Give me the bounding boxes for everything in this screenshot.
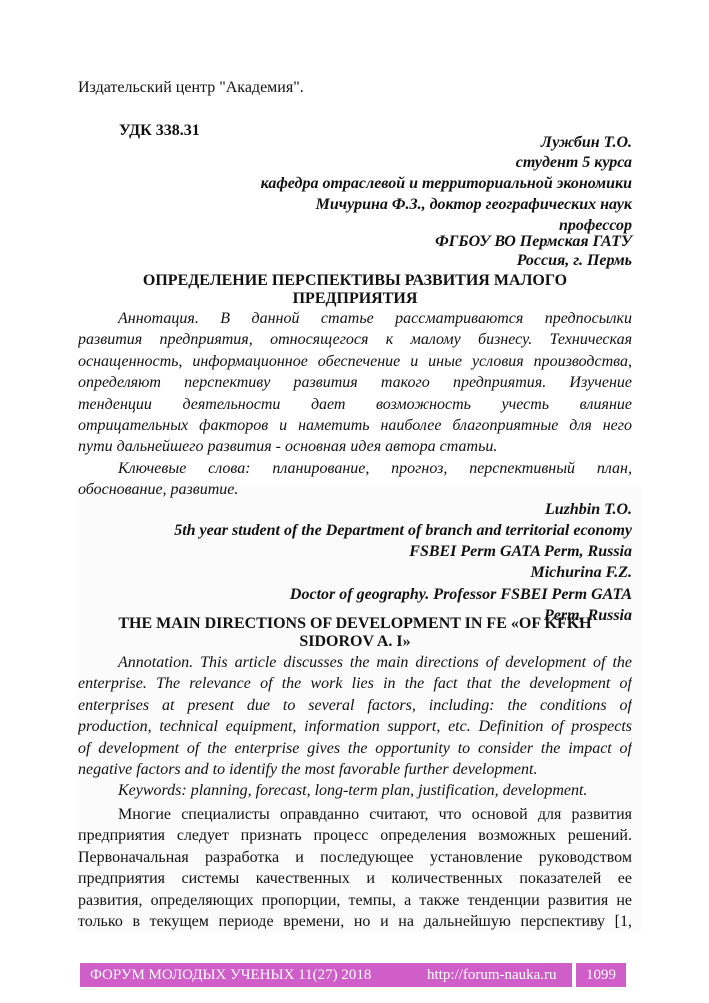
en-author-line: Doctor of geography. Professor FSBEI Perm GATA [289,586,632,603]
en-author-line: Perm, Russia [543,607,632,624]
ru-author-line: Россия, г. Пермь [516,252,632,269]
ru-keywords-line: обоснование, развитие. [78,481,239,499]
ru-abstract-line: отрицательных факторов и наметить наиболее благоприятные для него [78,416,632,434]
udk-code: УДК 338.31 [119,122,200,139]
ru-title-line: ОПРЕДЕЛЕНИЕ ПЕРСПЕКТИВЫ РАЗВИТИЯ МАЛОГО [142,272,568,289]
body-line: только в текущем периоде времени, но и на дальнейшую перспективу [1, [78,912,632,930]
en-title-line: SIDOROV A. I» [299,633,411,650]
body-line: Многие специалисты оправданно считают, что основой для развития [118,806,632,823]
en-author-line: FSBEI Perm GATA Perm, Russia [409,543,632,560]
body-line: Первоначальная разработка и последующее установление руководством [78,848,632,866]
body-paragraph [78,804,632,932]
en-title-line: THE MAIN DIRECTIONS OF DEVELOPMENT IN FE «OF KFKH [118,615,592,632]
body-line: развития, определяющих пропорции, темпы, а также тенденции развития не [78,891,632,909]
ru-author-line: студент 5 курса [515,154,632,171]
en-author-line: 5th year student of the Department of branch and territorial economy [174,522,632,539]
footer-page-number: 1099 [576,963,626,987]
en-abstract-line: of development of the enterprise gives the opportunity to consider the impact of [78,739,632,757]
en-abstract-line: negative factors and to identify the most favorable further development. [78,760,538,778]
en-author-line: Luzhbin T.O. [545,501,632,518]
ru-abstract-line: тенденции деятельности дает возможность учесть влияние [78,395,632,413]
en-abstract-line: enterprise. The relevance of the work lies in the fact that the development of [78,675,632,693]
ru-author-line: Лужбин Т.О. [540,134,632,151]
ru-author-line: профессор [558,217,632,234]
ru-abstract-line: Аннотация. В данной статье рассматриваются предпосылки [118,310,632,327]
ru-author-line: кафедра отраслевой и территориальной экономики [260,175,632,192]
ru-abstract-line: пути дальнейшего развития - основная идея автора статьи. [78,438,498,456]
footer-url-link[interactable]: http://forum-nauka.ru [427,967,557,983]
ru-keywords-line: Ключевые слова: планирование, прогноз, перспективный план, [118,459,632,477]
ru-title-line: ПРЕДПРИЯТИЯ [292,290,418,307]
en-keywords-line: Keywords: planning, forecast, long-term plan, justification, development. [118,782,588,800]
en-author-line: Michurina F.Z. [530,564,632,581]
ru-abstract-line: оснащенность, информационное обеспечение и иные условия производства, [78,352,632,370]
ru-abstract-line: определяют перспективу развития такого предприятия. Изучение [78,374,632,392]
body-line: предприятия следует признать процесс определения возможных решений. [78,827,632,845]
en-abstract-line: Annotation. This article discusses the main directions of development of the [118,654,632,671]
ru-abstract-line: развития предприятия, относящегося к малому бизнесу. Техническая [78,331,632,349]
ru-author-line: ФГБОУ ВО Пермская ГАТУ [435,233,632,250]
ru-author-line: Мичурина Ф.З., доктор географических наук [315,196,632,213]
en-abstract [78,652,632,802]
en-abstract-line: production, technical equipment, information support, etc. Definition of prospects [78,718,632,736]
publisher-line: Издательский центр "Академия". [78,79,304,96]
ru-abstract [78,308,632,501]
body-line: предприятия системы качественных и количественных показателей ее [78,870,632,888]
en-abstract-line: enterprises at present due to several factors, including: the conditions of [78,696,632,714]
footer-bar [80,963,572,987]
footer-journal-title: ФОРУМ МОЛОДЫХ УЧЕНЫХ 11(27) 2018 [90,967,372,983]
